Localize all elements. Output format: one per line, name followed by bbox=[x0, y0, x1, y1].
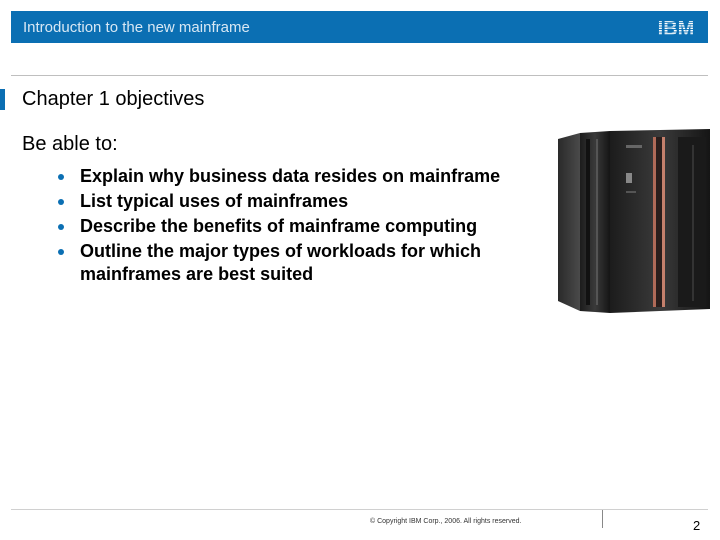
top-divider bbox=[11, 75, 708, 76]
list-item-text: Describe the benefits of mainframe computing bbox=[80, 216, 478, 236]
copyright-text: © Copyright IBM Corp., 2006. All rights reserved. bbox=[370, 518, 522, 525]
header-bar bbox=[11, 11, 708, 43]
page-number: 2 bbox=[693, 518, 701, 533]
header-title: Introduction to the new mainframe bbox=[23, 19, 250, 36]
intro-text: Be able to: bbox=[22, 133, 118, 155]
list-item bbox=[58, 240, 548, 286]
list-item bbox=[58, 190, 548, 213]
bullet-icon bbox=[58, 249, 64, 255]
footer-divider bbox=[11, 509, 708, 510]
list-item-text: Explain why business data resides on mainframe bbox=[80, 166, 501, 186]
ibm-logo bbox=[653, 18, 699, 37]
list-item bbox=[58, 165, 548, 188]
footer-separator bbox=[602, 510, 603, 528]
svg-text:IBM: IBM bbox=[657, 18, 695, 37]
title-accent-marker bbox=[0, 89, 5, 110]
list-item-text: Outline the major types of workloads for which mainframes are best suited bbox=[80, 241, 482, 284]
mainframe-image bbox=[550, 125, 715, 315]
slide-title: Chapter 1 objectives bbox=[22, 88, 205, 110]
bullet-icon bbox=[58, 224, 64, 230]
bullet-icon bbox=[58, 174, 64, 180]
list-item bbox=[58, 215, 548, 238]
objectives-list bbox=[58, 165, 548, 288]
bullet-icon bbox=[58, 199, 64, 205]
list-item-text: List typical uses of mainframes bbox=[80, 191, 349, 211]
